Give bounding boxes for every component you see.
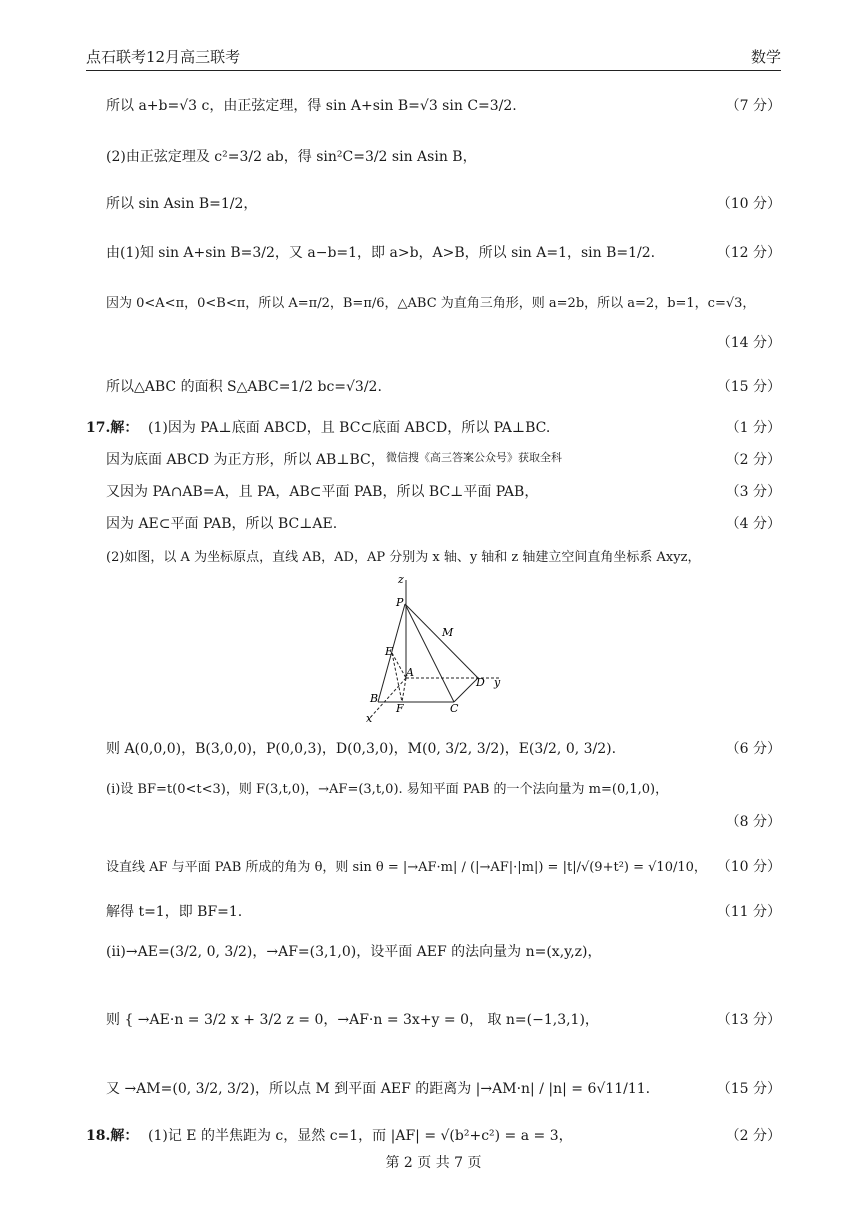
solution-line: 由(1)知 sin A+sin B=3/2，又 a−b=1，即 a>b，A>B，所以 sin A=1，sin B=1/2. （12 分） [106,245,781,261]
pd-edge [405,604,478,678]
solution-line: 解得 t=1，即 BF=1. （11 分） [106,904,781,920]
cd-edge [454,678,478,702]
label-M: M [442,626,454,639]
solution-line: 又因为 PA∩AB=A，且 PA，AB⊂平面 PAB，所以 BC⊥平面 PAB， （3 分） [106,484,781,500]
solution-line: (ⅱ)→AE=(3/2, 0, 3/2)，→AF=(3,1,0)，设平面 AEF 的法向量为 n=(x,y,z)， [106,944,602,960]
label-F: F [396,702,404,715]
label-z: z [398,574,404,586]
solution-line: 又 →AM=(0, 3/2, 3/2)，所以点 M 到平面 AEF 的距离为 |→AM·n| / |n| = 6√11/11. （15 分） [106,1081,781,1097]
label-A: A [406,666,414,679]
watermark-note: 微信搜《高三答案公众号》获取全科 [386,451,562,464]
solution-line: （14 分） [716,335,781,351]
solution-line: 所以 a+b=√3 c，由正弦定理，得 sin A+sin B=√3 sin C=3/2. （7 分） [106,98,781,114]
label-y: y [494,676,501,689]
solution-line: 因为底面 ABCD 为正方形，所以 AB⊥BC， （2 分） [106,452,781,468]
pyramid-figure [360,574,520,724]
solution-line: 则 { →AE·n = 3/2 x + 3/2 z = 0，→AF·n = 3x+y = 0， 取 n=(−1,3,1)， （13 分） [106,1012,781,1028]
header-exam-title: 点石联考12月高三联考 [86,48,241,66]
label-E: E [385,645,394,658]
label-P: P [396,596,404,609]
header-subject: 数学 [750,48,781,66]
page-footer: 第 2 页 共 7 页 [385,1155,482,1171]
label-x: x [366,712,373,724]
solution-line: 因为 0<A<π，0<B<π，所以 A=π/2，B=π/6，△ABC 为直角三角形，则 a=2b，所以 a=2，b=1，c=√3， [106,296,756,311]
pc-edge [405,604,454,702]
ef-segment [392,653,402,702]
solution-line: (ⅰ)设 BF=t(0<t<3)，则 F(3,t,0)，→AF=(3,t,0). 易知平面 PAB 的一个法向量为 m=(0,1,0)， [106,782,669,797]
problem-18-number: 18.解： [86,1128,139,1144]
page-header [86,40,781,71]
solution-line: (2)如图，以 A 为坐标原点，直线 AB，AD，AP 分别为 x 轴、y 轴和 z 轴建立空间直角坐标系 Axyz， [106,550,701,565]
solution-line: (2)由正弦定理及 c²=3/2 ab，得 sin²C=3/2 sin Asin B， [106,149,477,165]
problem-17-number: 17.解： [86,420,139,436]
solution-line: 所以 sin Asin B=1/2， （10 分） [106,196,781,212]
solution-line: (1)记 E 的半焦距为 c，显然 c=1，而 |AF| = √(b²+c²) = a = 3， （2 分） [148,1128,781,1144]
label-B: B [370,692,379,705]
solution-line: （8 分） [725,814,781,830]
solution-line: 所以△ABC 的面积 S△ABC=1/2 bc=√3/2. （15 分） [106,379,781,395]
af-segment [402,678,406,702]
solution-line: 因为 AE⊂平面 PAB，所以 BC⊥AE. （4 分） [106,516,781,532]
label-D: D [476,676,485,689]
solution-line: 设直线 AF 与平面 PAB 所成的角为 θ，则 sin θ = |→AF·m| / (|→AF|·|m|) = |t|/√(9+t²) = √10/10， （10 分） [106,859,781,875]
solution-line: 则 A(0,0,0)，B(3,0,0)，P(0,0,3)，D(0,3,0)，M(0, 3/2, 3/2)，E(3/2, 0, 3/2). （6 分） [106,741,781,757]
label-C: C [450,702,459,715]
solution-line: (1)因为 PA⊥底面 ABCD，且 BC⊂底面 ABCD，所以 PA⊥BC. （1 分） [148,420,781,436]
